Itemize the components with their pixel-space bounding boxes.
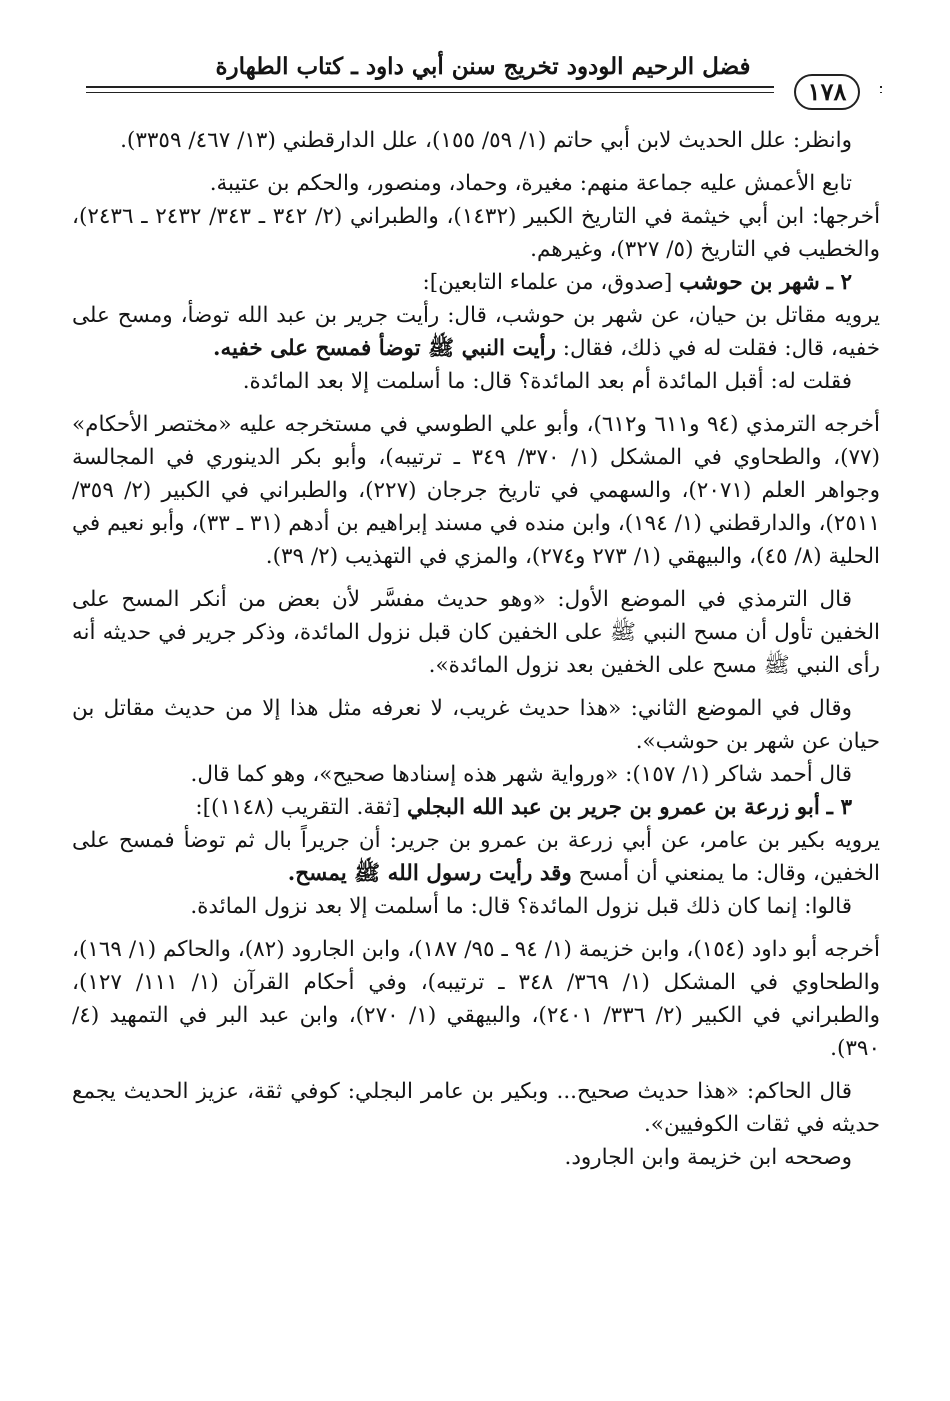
narrator-name: أبو زرعة بن عمرو بن جرير بن عبد الله البجلي [406, 795, 820, 820]
narrator-grade: [صدوق، من علماء التابعين]: [422, 270, 673, 295]
paragraph: وصححه ابن خزيمة وابن الجارود. [564, 1145, 852, 1170]
header-rule-thin [86, 92, 882, 93]
section-number: ٣ ـ [826, 795, 852, 820]
section-number: ٢ ـ [826, 270, 852, 295]
running-header: فضل الرحيم الودود تخريج سنن أبي داود ـ كتاب الطهارة [215, 53, 751, 80]
paragraph: قال أحمد شاكر (١/ ١٥٧): «ورواية شهر هذه إسنادها صحيح»، وهو كما قال. [190, 762, 852, 787]
paragraph: قال الحاكم: «هذا حديث صحيح... وبكير بن عامر البجلي: كوفي ثقة، عزيز الحديث يجمع حديثه في ثقات الكوفيين». [72, 1079, 880, 1137]
paragraph: أخرجه الترمذي (٩٤ و٦١١ و٦١٢)، وأبو علي الطوسي في مستخرجه عليه «مختصر الأحكام» (٧٧)، والطحاوي في المشكل (١/ ٣٧٠/ ٣٤٩ ـ ترتيبه)، وأبو بكر الدينوري في المجالسة وجواهر العلم (٢٠٧١)، والسهمي في تاريخ جرجان (٢٢٧)، والطبراني في الكبير (٢/ ٣٥٩/ ٢٥١١)، والدارقطني (١/ ١٩٤)، وابن منده في مسند إبراهيم بن أدهم (٣١ ـ ٣٣)، وأبو نعيم في الحلية (٨/ ٤٥)، والبيهقي (١/ ٢٧٣ و٢٧٤)، والمزي في التهذيب (٢/ ٣٩). [72, 412, 880, 569]
paragraph: وقال في الموضع الثاني: «هذا حديث غريب، لا نعرفه مثل هذا إلا من حديث مقاتل بن حيان عن شهر بن حوشب». [72, 696, 880, 754]
paragraph: قال الترمذي في الموضع الأول: «وهو حديث مفسَّر لأن بعض من أنكر المسح على الخفين تأول أن مسح النبي ﷺ على الخفين كان قبل نزول المائدة، وذكر جرير في حديثه أنه رأى النبي ﷺ مسح على الخفين بعد نزول المائدة». [72, 587, 880, 678]
paragraph-text: يرويه مقاتل بن حيان، عن شهر بن حوشب، قال: رأيت جرير بن عبد الله توضأ، ومسح على خفيه، قال: فقلت له في ذلك، فقال: [72, 303, 880, 361]
header-rule [86, 86, 882, 88]
section-heading-2 [72, 266, 880, 299]
paragraph [72, 824, 880, 890]
paragraph: أخرجه أبو داود (١٥٤)، وابن خزيمة (١/ ٩٤ ـ ٩٥/ ١٨٧)، وابن الجارود (٨٢)، والحاكم (١/ ١٦٩)، والطحاوي في المشكل (١/ ٣٦٩/ ٣٤٨ ـ ترتيبه)، وفي أحكام القرآن (١/ ١١١/ ١٢٧)، والطبراني في الكبير (٢/ ٣٣٦/ ٢٤٠١)، والبيهقي (١/ ٢٧٠)، وابن عبد البر في التمهيد (٤/ ٣٩٠). [72, 937, 881, 1061]
paragraph [72, 299, 880, 365]
page-body [72, 124, 880, 1174]
hadith-text: رأيت النبي ﷺ توضأ فمسح على خفيه. [212, 336, 556, 361]
page-number-frame [774, 72, 880, 112]
narrator-grade: [ثقة. التقريب (١١٤٨)]: [195, 795, 401, 820]
narrator-name: شهر بن حوشب [679, 270, 820, 295]
section-heading-3 [72, 791, 880, 824]
paragraph: فقلت له: أقبل المائدة أم بعد المائدة؟ قال: ما أسلمت إلا بعد المائدة. [242, 369, 852, 394]
paragraph: تابع الأعمش عليه جماعة منهم: مغيرة، وحماد، ومنصور، والحكم بن عتيبة. [209, 171, 852, 196]
paragraph: وانظر: علل الحديث لابن أبي حاتم (١/ ٥٩/ ١٥٥)، علل الدارقطني (١٣/ ٤٦٧/ ٣٣٥٩). [120, 128, 852, 153]
page-number: ١٧٨ [794, 74, 861, 110]
hadith-text: وقد رأيت رسول الله ﷺ يمسح. [287, 861, 572, 886]
paragraph: قالوا: إنما كان ذلك قبل نزول المائدة؟ قال: ما أسلمت إلا بعد نزول المائدة. [190, 894, 852, 919]
paragraph: أخرجها: ابن أبي خيثمة في التاريخ الكبير (١٤٣٢)، والطبراني (٢/ ٣٤٢ ـ ٣٤٣/ ٢٤٣٢ ـ ٢٤٣٦)، والخطيب في التاريخ (٥/ ٣٢٧)، وغيرهم. [72, 204, 881, 262]
paragraph-text: يرويه بكير بن عامر، عن أبي زرعة بن عمرو بن جرير: أن جريراً بال ثم توضأ فمسح على الخفين، وقال: ما يمنعني أن أمسح [72, 828, 880, 886]
